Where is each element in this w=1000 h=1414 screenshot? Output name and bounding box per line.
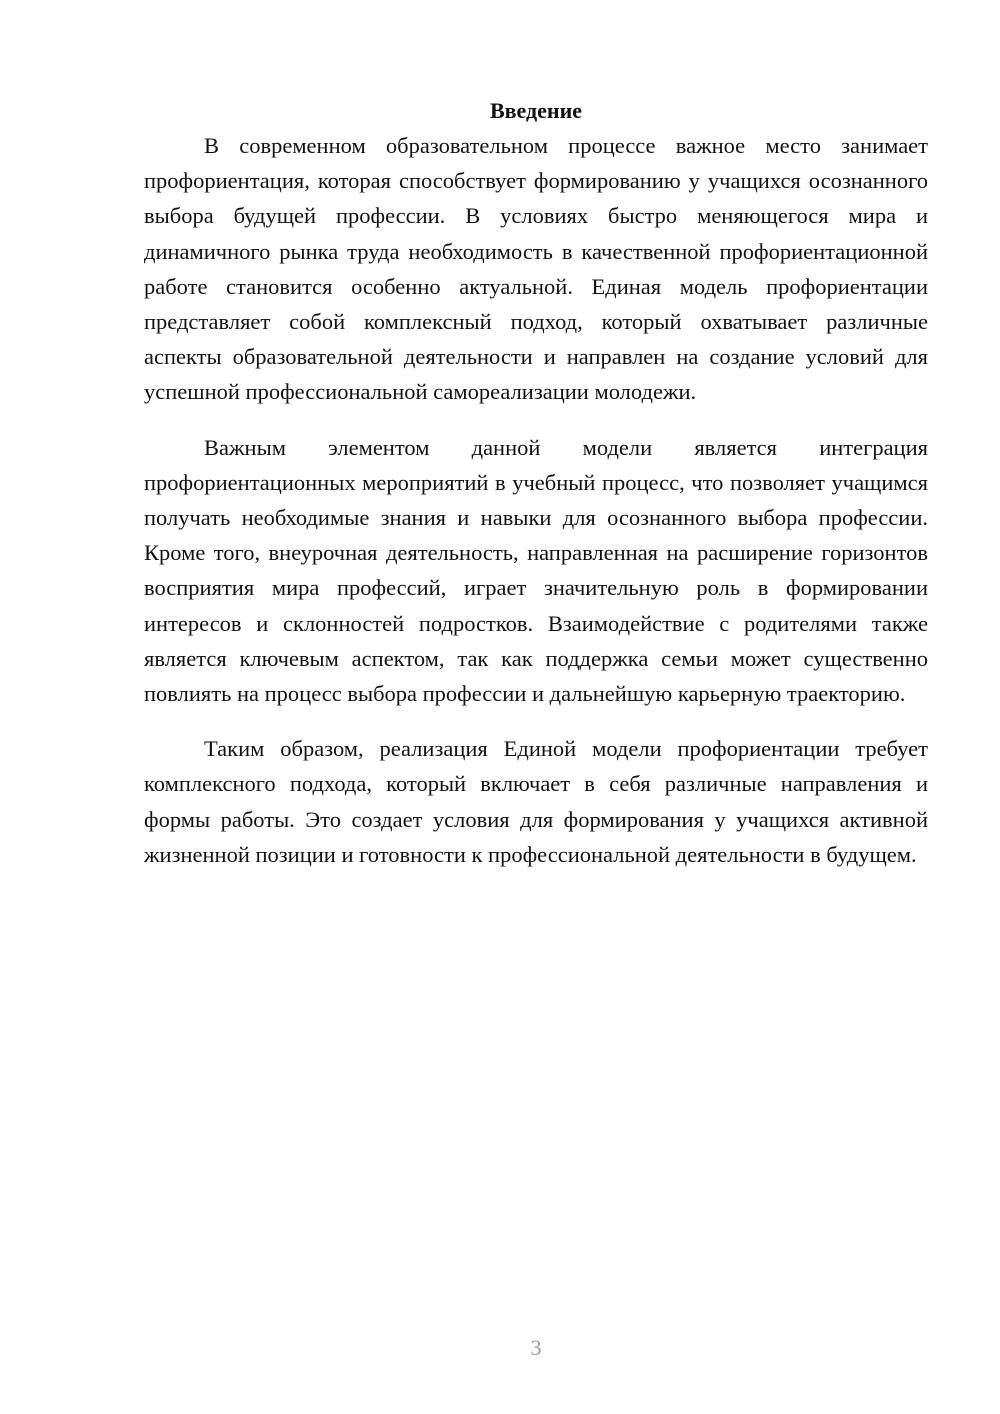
paragraph-3: Таким образом, реализация Единой модели профориентации требует комплексного подхода, который включает в себя различные направления и формы работы. Это создает условия для формирования у учащихся активной жизненной позиции и готовности к профессиональной деятельности в будущем. <box>144 736 928 867</box>
page-content <box>144 94 928 872</box>
paragraph-2: Важным элементом данной модели является интеграция профориентационных мероприятий в учебный процесс, что позволяет учащимся получать необходимые знания и навыки для осознанного выбора профессии. Кроме того, внеурочная деятельность, направленная на расширение горизонтов восприятия мира профессий, играет значительную роль в формировании интересов и склонностей подростков. Взаимодействие с родителями также является ключевым аспектом, так как поддержка семьи может существенно повлиять на процесс выбора профессии и дальнейшую карьерную траекторию. <box>144 434 928 707</box>
section-heading: Введение <box>489 98 583 123</box>
page-number: 3 <box>530 1335 542 1360</box>
paragraph-1: В современном образовательном процессе важное место занимает профориентация, которая способствует формированию у учащихся осознанного выбора будущей профессии. В условиях быстро меняющегося мира и динамичного рынка труда необходимость в качественной профориентационной работе становится особенно актуальной. Единая модель профориентации представляет собой комплексный подход, который охватывает различные аспекты образовательной деятельности и направлен на создание условий для успешной профессиональной самореализации молодежи. <box>144 133 928 405</box>
